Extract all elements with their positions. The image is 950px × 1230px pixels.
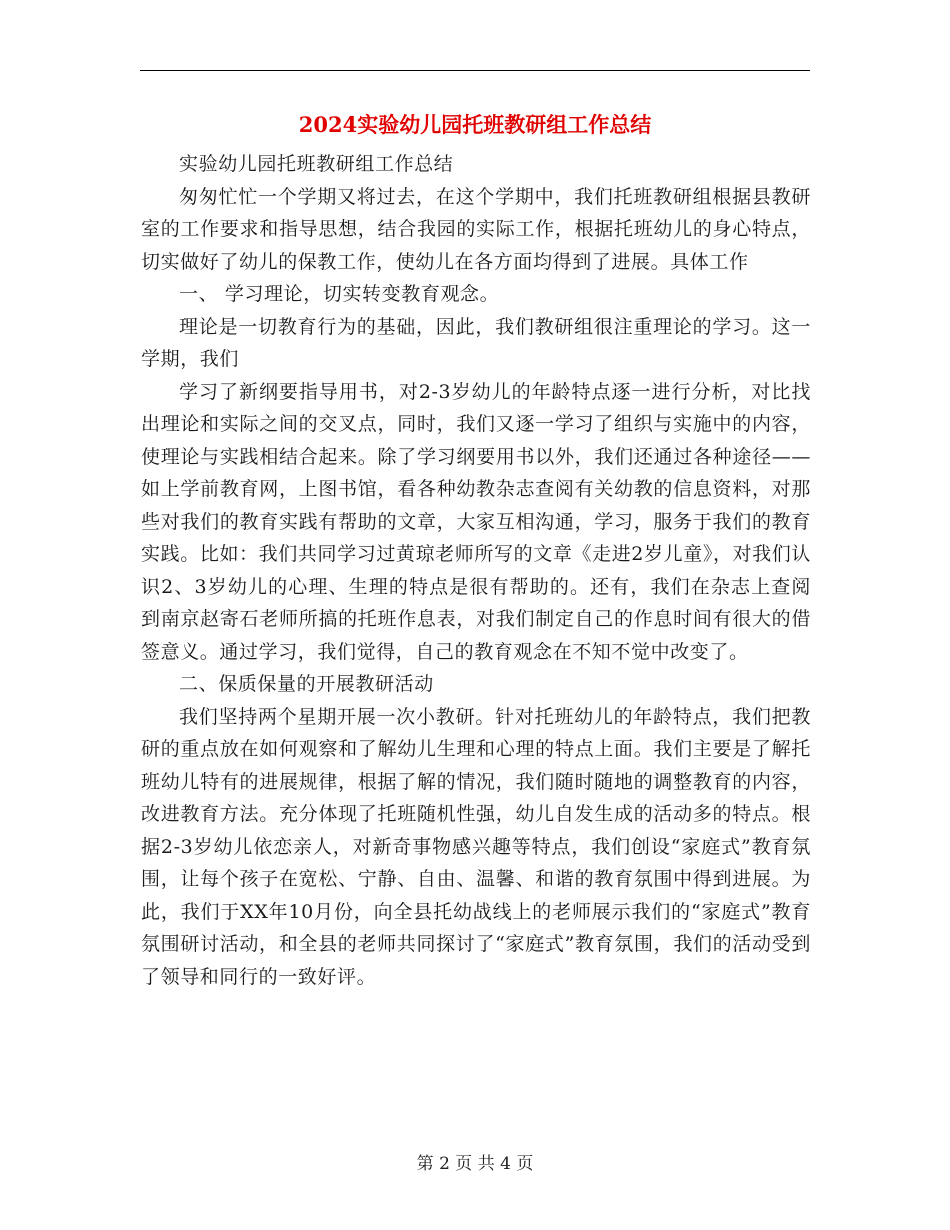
body-paragraph: 我们坚持两个星期开展一次小教研。针对托班幼儿的年龄特点，我们把教研的重点放在如何观察和了解幼儿生理和心理的特点上面。我们主要是了解托班幼儿特有的进展规律，根据了解的情况，我们随时随地的调整教育的内容，改进教育方法。充分体现了托班随机性强，幼儿自发生成的活动多的特点。根据2-3岁幼儿依恋亲人，对新奇事物感兴趣等特点，我们创设“家庭式”教育氛围，让每个孩子在宽松、宁静、自由、温馨、和谐的教育氛围中得到进展。为此，我们于XX年10月份，向全县托幼战线上的老师展示我们的“家庭式”教育氛围研讨活动，和全县的老师共同探讨了“家庭式”教育氛围，我们的活动受到了领导和同行的一致好评。 bbox=[141, 705, 811, 988]
body-paragraph: 理论是一切教育行为的基础，因此，我们教研组很注重理论的学习。这一学期，我们 bbox=[141, 315, 811, 370]
body-paragraph: 学习了新纲要指导用书，对2-3岁幼儿的年龄特点逐一进行分析，对比找出理论和实际之间的交叉点，同时，我们又逐一学习了组织与实施中的内容，使理论与实践相结合起来。除了学习纲要用书以外，我们还通过各种途径——如上学前教育网，上图书馆，看各种幼教杂志查阅有关幼教的信息资料，对那些对我们的教育实践有帮助的文章，大家互相沟通，学习，服务于我们的教育实践。比如：我们共同学习过黄琼老师所写的文章《走进2岁儿童》，对我们认识2、3岁幼儿的心理、生理的特点是很有帮助的。还有，我们在杂志上查阅到南京赵寄石老师所搞的托班作息表，对我们制定自己的作息时间有很大的借签意义。通过学习，我们觉得，自己的教育观念在不知不觉中改变了。 bbox=[141, 380, 811, 663]
intro-paragraph: 匆匆忙忙一个学期又将过去，在这个学期中，我们托班教研组根据县教研室的工作要求和指导思想，结合我园的实际工作，根据托班幼儿的身心特点，切实做好了幼儿的保教工作，使幼儿在各方面均得到了进展。具体工作 bbox=[141, 185, 811, 273]
page-number-footer: 第 2 页 共 4 页 bbox=[416, 1154, 534, 1174]
section-heading-2: 二、保质保量的开展教研活动 bbox=[179, 673, 434, 695]
document-title: 2024实验幼儿园托班教研组工作总结 bbox=[298, 112, 652, 137]
section-heading-1: 一、 学习理论，切实转变教育观念。 bbox=[179, 283, 500, 305]
document-body bbox=[141, 148, 811, 993]
subtitle-paragraph: 实验幼儿园托班教研组工作总结 bbox=[179, 153, 454, 175]
header-rule bbox=[140, 70, 810, 71]
